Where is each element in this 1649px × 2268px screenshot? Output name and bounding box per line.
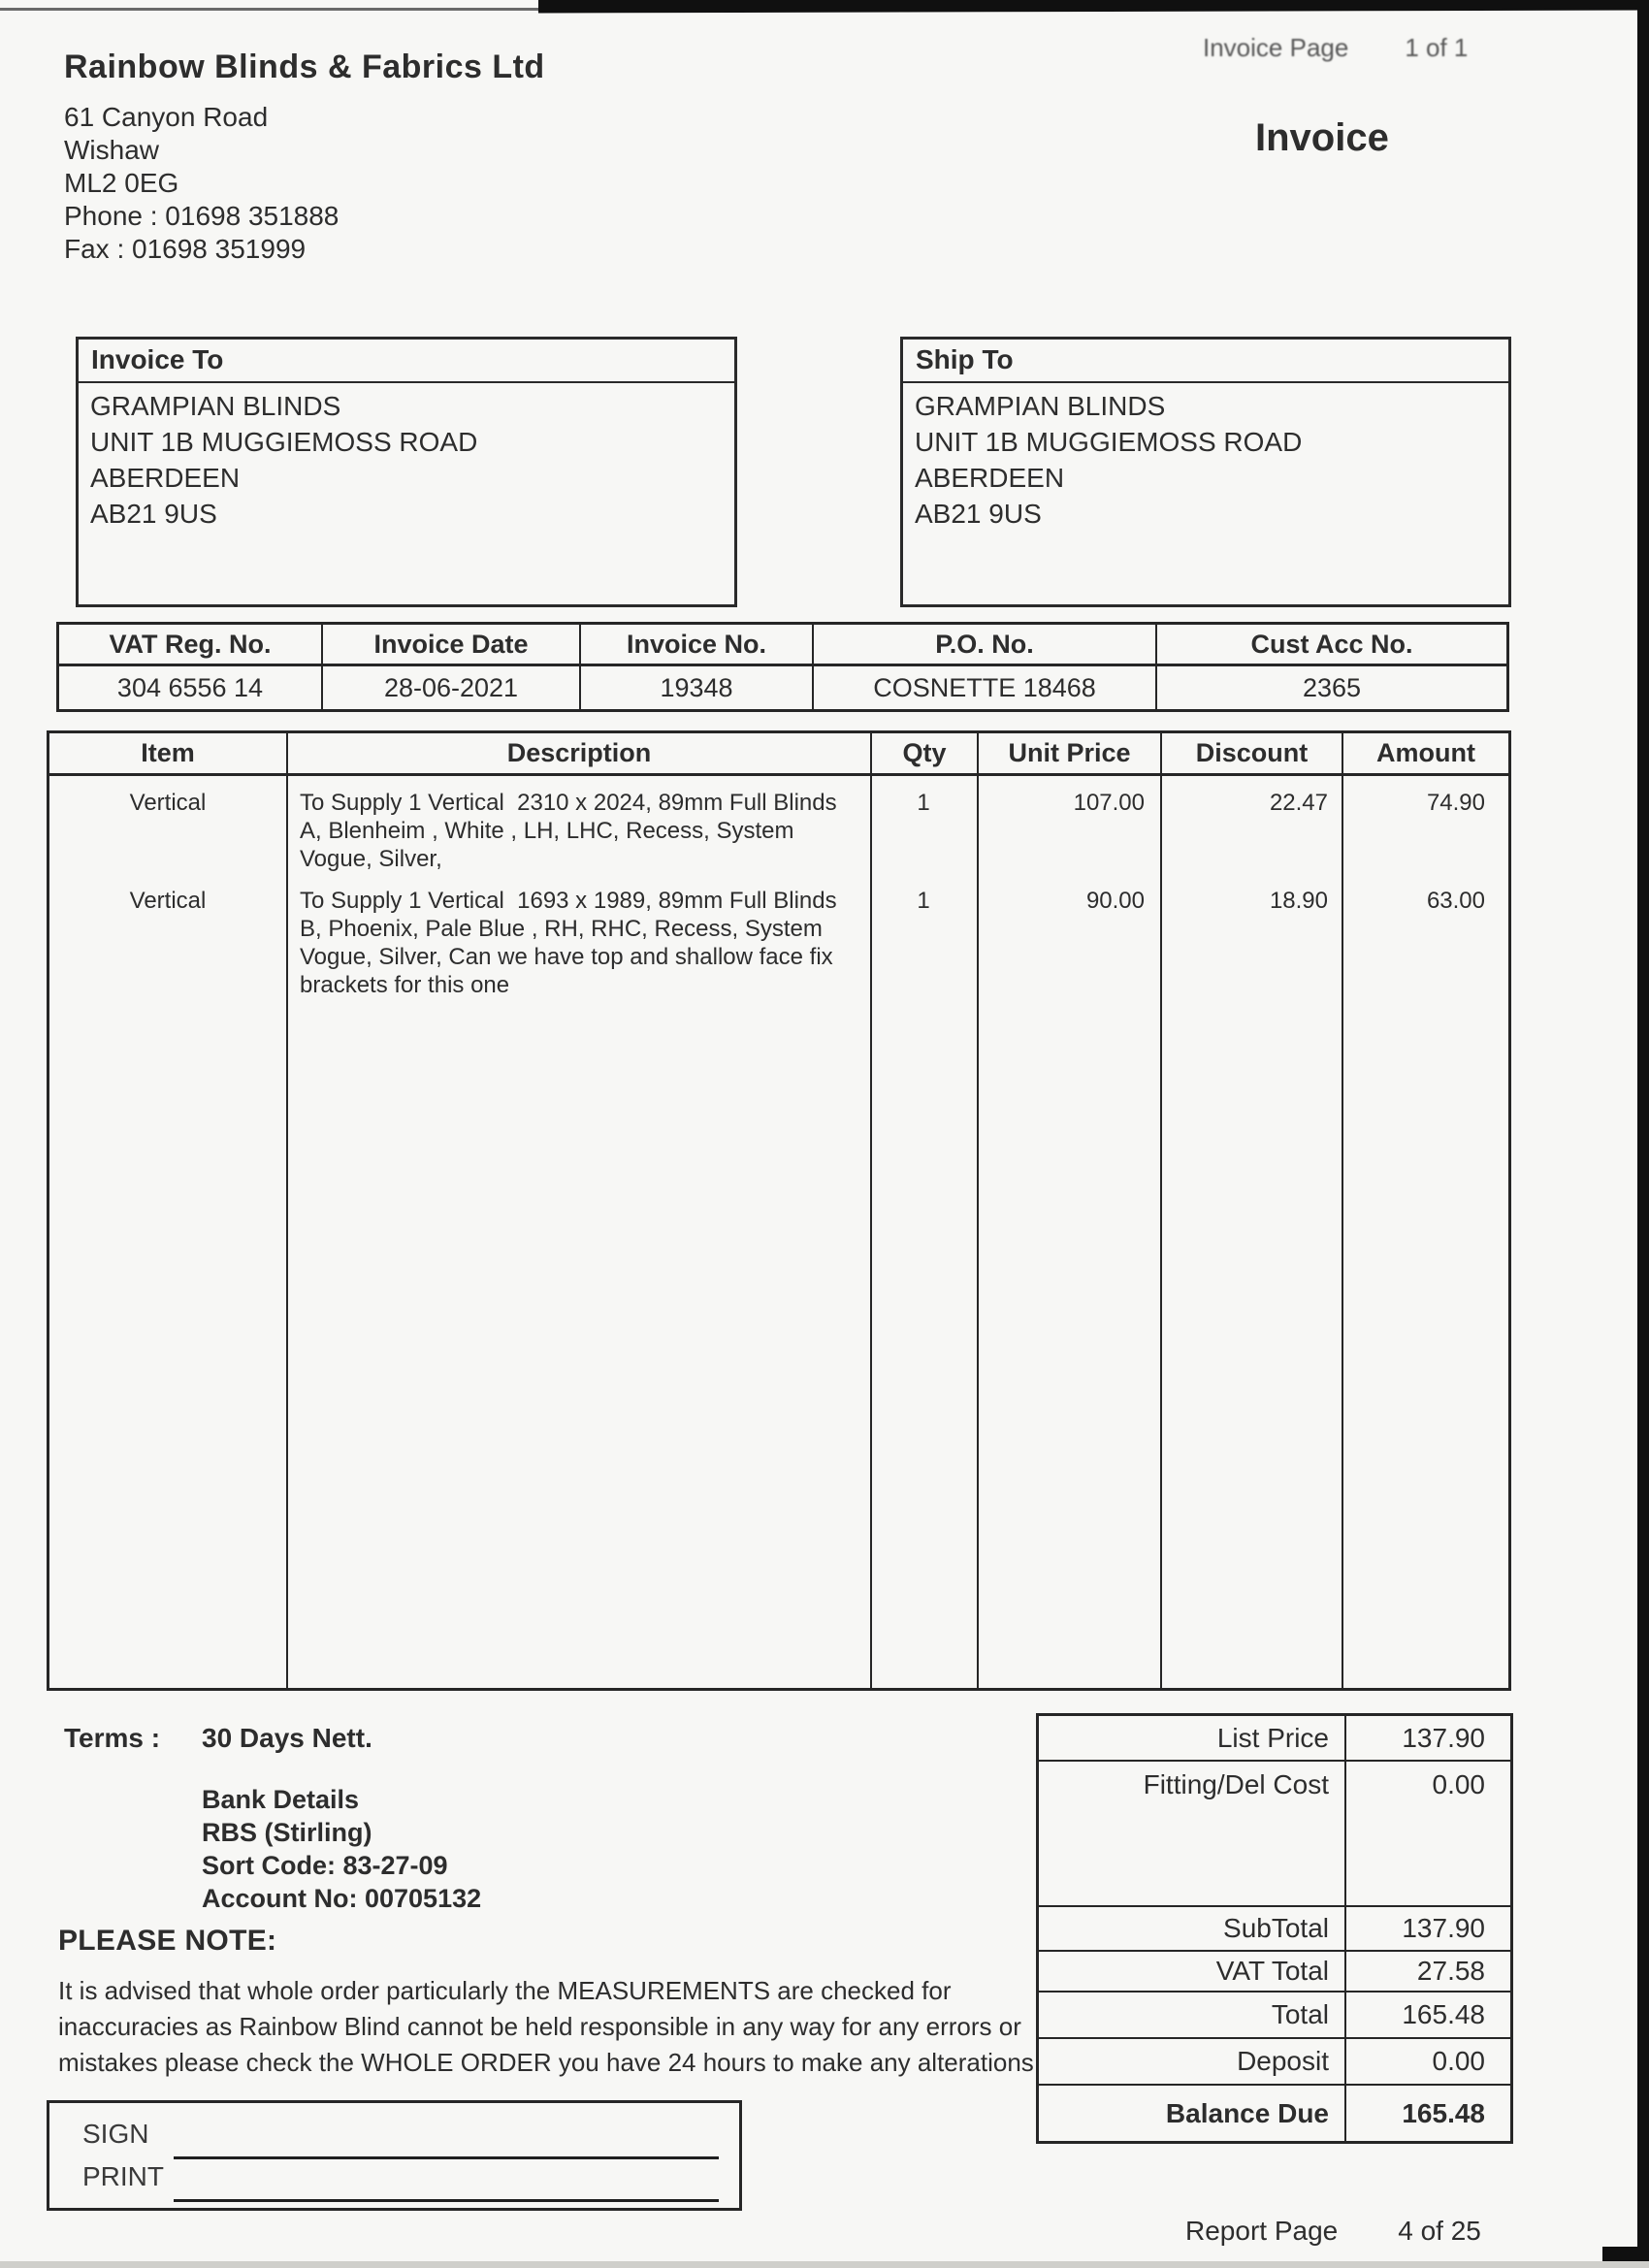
total-value: 165.48 (1402, 2097, 1485, 2128)
company-address-line: 61 Canyon Road (64, 102, 269, 132)
total-label: VAT Total (1039, 1952, 1346, 1991)
total-value: 137.90 (1402, 1722, 1485, 1753)
sign-line (174, 2156, 719, 2159)
column-divider (870, 733, 872, 1688)
invoice-page-indicator (1203, 33, 1468, 63)
company-address-line: ML2 0EG (64, 168, 179, 198)
company-address-line: Fax : 01698 351999 (64, 234, 307, 264)
invoice-to-line: ABERDEEN (90, 463, 241, 493)
bank-account-no: Account No: 00705132 (202, 1884, 482, 1913)
bank-details (202, 1783, 481, 1915)
total-label: List Price (1039, 1716, 1346, 1760)
item-description: To Supply 1 Vertical 1693 x 1989, 89mm Full Blinds B, Phoenix, Pale Blue , RH, RHC, Recess, System Vogue, Silver, Can we have top and shallow face fix brackets for this one (300, 888, 844, 998)
meta-column-po-no (814, 625, 1157, 709)
report-page-indicator (1185, 2216, 1481, 2247)
total-value: 137.90 (1402, 1913, 1485, 1943)
meta-value: 304 6556 14 (116, 672, 264, 702)
item-amount: 63.00 (1426, 888, 1485, 914)
meta-header: P.O. No. (814, 625, 1155, 666)
scan-edge-right (1637, 0, 1649, 2268)
document-title: Invoice (1255, 116, 1389, 159)
company-name: Rainbow Blinds & Fabrics Ltd (64, 49, 545, 85)
total-row-balance-due (1039, 2086, 1510, 2141)
items-header-unit-price: Unit Price (1008, 738, 1131, 767)
item-description: To Supply 1 Vertical 2310 x 2024, 89mm Full Blinds A, Blenheim , White , LH, LHC, Recess, System Vogue, Silver, (300, 790, 842, 872)
column-divider (977, 733, 979, 1688)
item-type: Vertical (129, 790, 207, 816)
meta-value: 28-06-2021 (383, 672, 519, 702)
item-qty: 1 (917, 888, 930, 914)
invoice-page-label: Invoice Page (1203, 33, 1349, 62)
invoice-to-line: GRAMPIAN BLINDS (90, 391, 341, 421)
terms-label: Terms : (64, 1723, 161, 1753)
ship-to-line: UNIT 1B MUGGIEMOSS ROAD (915, 427, 1303, 457)
total-row-vat (1039, 1952, 1510, 1993)
item-amount: 74.90 (1426, 790, 1485, 816)
totals-table (1036, 1713, 1513, 2144)
items-header-description: Description (506, 738, 652, 767)
total-label: Balance Due (1039, 2086, 1346, 2141)
please-note-body: It is advised that whole order particularly the MEASUREMENTS are checked for inaccuracies as Rainbow Blind cannot be held responsible in any way for any errors or mistakes please check the WHOLE ORDER you have 24 hours to make any alterations (58, 1976, 1034, 2077)
total-label: Deposit (1039, 2039, 1346, 2084)
item-unit-price: 90.00 (1085, 888, 1145, 914)
meta-column-invoice-no (581, 625, 814, 709)
scan-edge-top-bar (538, 0, 1649, 14)
company-address-line: Wishaw (64, 135, 160, 165)
total-value: 0.00 (1432, 2046, 1485, 2076)
total-value: 0.00 (1432, 1769, 1485, 1799)
bank-name: RBS (Stirling) (202, 1818, 372, 1847)
ship-to-line: GRAMPIAN BLINDS (915, 391, 1166, 421)
meta-header: Invoice Date (323, 625, 579, 666)
scan-edge-top-thin (0, 8, 601, 11)
total-row-list-price (1039, 1716, 1510, 1762)
ship-to-title: Ship To (903, 340, 1508, 383)
please-note-heading: PLEASE NOTE: (58, 1925, 277, 1957)
column-divider (286, 733, 288, 1688)
report-page-value: 4 of 25 (1398, 2216, 1481, 2246)
invoice-to-box (76, 337, 737, 607)
total-row-deposit (1039, 2039, 1510, 2086)
bank-details-heading: Bank Details (202, 1785, 360, 1814)
total-label: SubTotal (1039, 1907, 1346, 1950)
item-discount: 22.47 (1269, 790, 1328, 816)
header-divider (49, 773, 1508, 776)
print-label: PRINT (82, 2161, 164, 2191)
ship-to-line: ABERDEEN (915, 463, 1065, 493)
item-qty: 1 (917, 790, 930, 816)
meta-column-cust-acc (1157, 625, 1506, 709)
meta-header: Cust Acc No. (1157, 625, 1506, 666)
total-value: 27.58 (1416, 1956, 1485, 1986)
report-page-label: Report Page (1185, 2216, 1339, 2246)
meta-value: 2365 (1302, 672, 1362, 702)
total-label: Fitting/Del Cost (1039, 1762, 1346, 1905)
items-header-discount: Discount (1195, 738, 1309, 767)
items-header-amount: Amount (1376, 738, 1475, 767)
meta-column-invoice-date (323, 625, 581, 709)
total-value: 165.48 (1402, 1999, 1485, 2029)
invoice-to-line: AB21 9US (90, 499, 217, 529)
meta-value: 19348 (660, 672, 733, 702)
total-row-fitting-del (1039, 1762, 1510, 1907)
column-divider (1160, 733, 1162, 1688)
ship-to-box (900, 337, 1511, 607)
invoice-meta-table (56, 622, 1509, 712)
items-header-qty: Qty (902, 738, 947, 767)
item-discount: 18.90 (1269, 888, 1328, 914)
meta-header: VAT Reg. No. (59, 625, 321, 666)
total-row-subtotal (1039, 1907, 1510, 1952)
invoice-to-line: UNIT 1B MUGGIEMOSS ROAD (90, 427, 478, 457)
ship-to-line: AB21 9US (915, 499, 1042, 529)
invoice-page-value: 1 of 1 (1405, 33, 1469, 62)
company-address (64, 101, 339, 266)
meta-header: Invoice No. (581, 625, 812, 666)
ship-to-address (903, 383, 1508, 536)
meta-column-vat-reg (59, 625, 323, 709)
item-type: Vertical (129, 888, 207, 914)
sign-label: SIGN (82, 2119, 149, 2149)
company-address-line: Phone : 01698 351888 (64, 201, 340, 231)
terms-value: 30 Days Nett. (202, 1723, 372, 1753)
print-line (174, 2199, 719, 2202)
bank-sort-code: Sort Code: 83-27-09 (202, 1851, 448, 1880)
total-row-total (1039, 1993, 1510, 2039)
column-divider (1342, 733, 1343, 1688)
scan-edge-bottom (0, 2261, 1649, 2268)
item-unit-price: 107.00 (1073, 790, 1145, 816)
meta-value: COSNETTE 18468 (873, 672, 1096, 702)
items-header-item: Item (141, 738, 195, 767)
invoice-to-address (79, 383, 734, 536)
invoice-to-title: Invoice To (79, 340, 734, 383)
signature-box (47, 2100, 742, 2211)
total-label: Total (1039, 1993, 1346, 2037)
line-items-table (47, 730, 1511, 1691)
